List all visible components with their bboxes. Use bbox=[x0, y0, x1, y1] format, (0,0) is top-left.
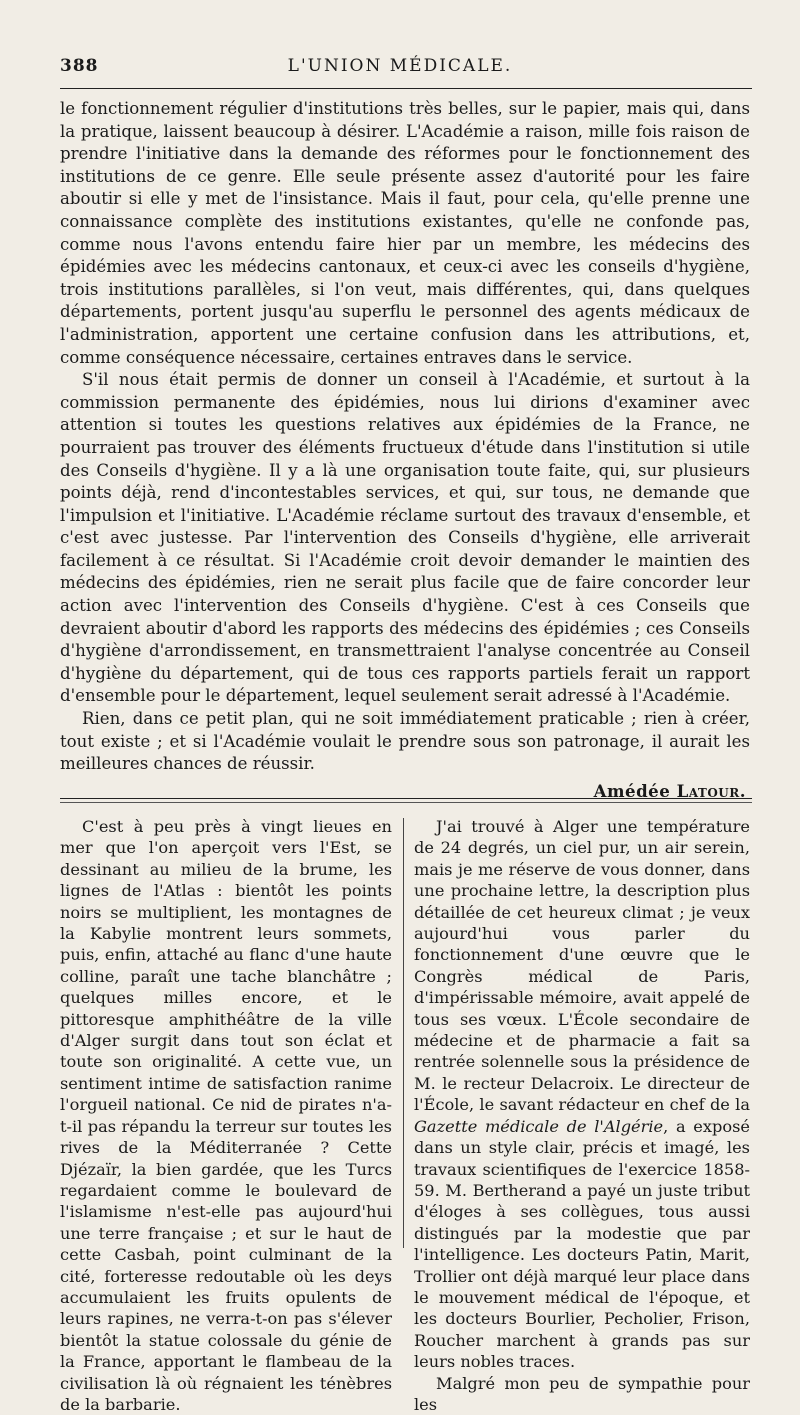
article-paragraph-1: le fonctionnement régulier d'institutions très belles, sur le papier, mais qui, dans la pratique, laissent beaucoup à désirer. L'Académie a raison, mille fois raison de prendre l'initiative dans la demande des réformes pour le fonctionnement des institutions de ce genre. Elle seule présente assez d'autorité pour les faire aboutir si elle y met de l'insistance. Mais il faut, pour cela, qu'elle prenne une connaissance complète des institutions existantes, qu'elle ne confonde pas, comme nous l'avons entendu faire hier par un membre, les médecins des épidémies avec les médecins cantonaux, et ceux-ci avec les conseils d'hygiène, trois institutions parallèles, si l'on veut, mais différentes, qui, dans quelques départements, portent jusqu'au superflu le personnel des agents médicaux de l'administration, apportent une certaine confusion dans les attributions, et, comme conséquence nécessaire, certaines entraves dans le service. bbox=[60, 99, 750, 367]
left-column-paragraph: C'est à peu près à vingt lieues en mer que l'on aperçoit vers l'Est, se dessinant au milieu de la brume, les lignes de l'Atlas : bientôt les points noirs se multiplient, les montagnes de la Kabylie montrent leurs sommets, puis, enfin, attaché au flanc d'une haute colline, paraît une tache blanchâtre ; quelques milles encore, et le pittoresque amphithéâtre de la ville d'Alger surgit dans tout son éclat et toute son originalité. A cette vue, un sentiment intime de satisfaction ranime l'orgueil national. Ce nid de pirates n'a-t-il pas répandu la terreur sur toutes les rives de la Méditerranée ? Cette Djézaïr, la bien gardée, que les Turcs regardaient comme le boulevard de l'islamisme n'est-elle pas aujourd'hui une terre française ; et sur le haut de cette Casbah, point culminant de la cité, forteresse redoutable où les deys accumulaient les fruits opulents de leurs rapines, ne verra-t-on pas s'élever bientôt la statue colossale du génie de la France, apportant le flambeau de la civilisation là où régnaient les ténèbres de la barbarie. bbox=[60, 817, 392, 1414]
section-rule bbox=[60, 798, 752, 799]
editorial-article bbox=[60, 98, 750, 802]
signature-first-name: Amédée bbox=[593, 780, 671, 801]
article-paragraph-2: S'il nous était permis de donner un conseil à l'Académie, et surtout à la commission permanente des épidémies, nous lui dirions d'examiner avec attention si toutes les questions relatives aux épidémies de la France, ne pourraient pas trouver des éléments fructueux d'étude dans l'institution si utile des Conseils d'hygiène. Il y a là une organisation toute faite, qui, sur plusieurs points déjà, rend d'incontestables services, et qui, sur tous, ne demande que l'impulsion et l'initiative. L'Académie réclame surtout des travaux d'ensemble, et c'est avec justesse. Par l'intervention des Conseils d'hygiène, elle arriverait facilement à ce résultat. Si l'Académie croit devoir demander le maintien des médecins des épidémies, rien ne serait plus facile que de faire concorder leur action avec l'intervention des Conseils d'hygiène. C'est à ces Conseils que devraient aboutir d'abord les rapports des médecins des épidémies ; ces Conseils d'hygiène d'arrondissement, en transmettraient l'analyse concentrée au Conseil d'hygiène du département, qui de tous ces rapports partiels ferait un rapport d'ensemble pour le département, lequel seulement serait adressé à l'Académie. bbox=[60, 370, 750, 706]
column-divider bbox=[403, 818, 404, 1248]
left-column bbox=[60, 816, 392, 1415]
author-signature bbox=[60, 780, 750, 803]
right-column bbox=[414, 816, 750, 1415]
page-number: 388 bbox=[60, 56, 99, 76]
right-text-before-title: J'ai trouvé à Alger une température de 24 degrés, un ciel pur, un air serein, mais je me réserve de vous donner, dans une prochaine lettre, la description plus détaillée de cet heureux climat ; je veux aujourd'hui vous parler du fonctionnement d'une œuvre que le Congrès médical de Paris, d'impérissable mémoire, avait appelé de tous ses vœux. L'École secondaire de médecine et de pharmacie a fait sa rentrée solennelle sous la présidence de M. le recteur Delacroix. Le directeur de l'École, le savant rédacteur en chef de la bbox=[414, 817, 750, 1115]
page-header bbox=[60, 52, 740, 82]
section-rule-thin bbox=[60, 802, 752, 803]
journal-title-italic: Gazette médicale de l'Algérie bbox=[414, 1116, 664, 1136]
right-column-paragraph-1 bbox=[414, 816, 750, 1373]
article-paragraph-3: Rien, dans ce petit plan, qui ne soit immédiatement praticable ; rien à créer, tout existe ; et si l'Académie voulait le prendre sous son patronage, il aurait les meilleures chances de réussir. bbox=[60, 709, 750, 774]
right-column-paragraph-2: Malgré mon peu de sympathie pour les bbox=[414, 1373, 750, 1414]
signature-last-name: Latour. bbox=[676, 780, 746, 801]
header-rule bbox=[60, 88, 752, 89]
running-head: L'UNION MÉDICALE. bbox=[287, 56, 513, 76]
right-text-after-title: , a exposé dans un style clair, précis et imagé, les travaux scientifiques de l'exercice 1858-59. M. Bertherand a payé un juste tribut d'éloges à ses collègues, tous aussi distingués par la modestie que par l'intelligence. Les docteurs Patin, Marit, Trollier ont déjà marqué leur place dans le mouvement médical de l'époque, et les docteurs Bourlier, Pecholier, Frison, Roucher marchent à grands pas sur leurs nobles traces. bbox=[414, 1116, 750, 1372]
